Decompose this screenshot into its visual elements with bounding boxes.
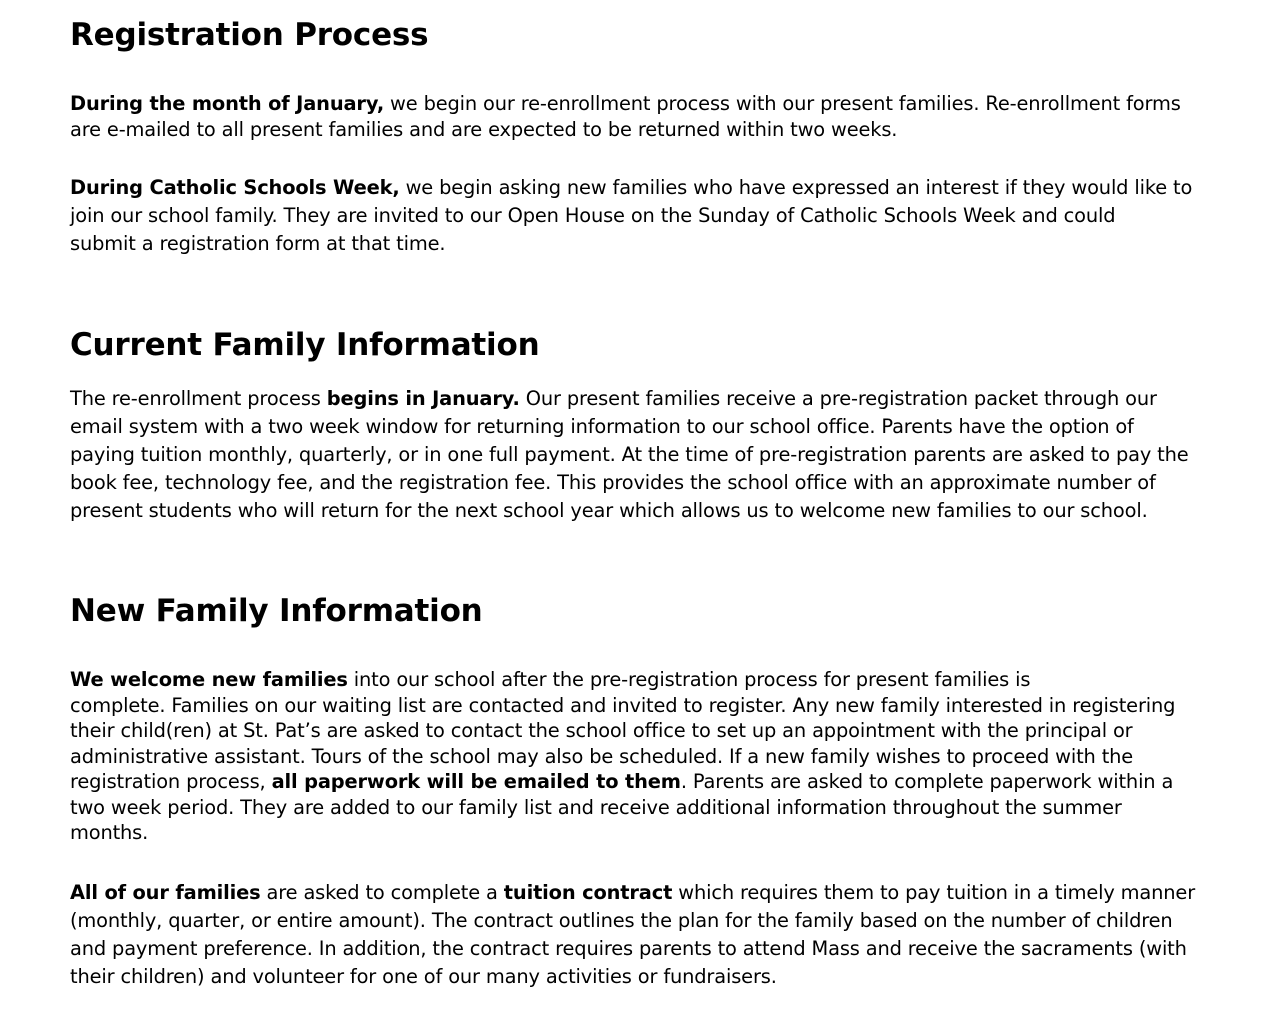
text-run: registration process, [70, 770, 272, 793]
text-line: complete. Families on our waiting list are contacted and invited to register. Any new family interested in registering [70, 693, 1176, 717]
registration-process-heading: Registration Process [70, 17, 429, 53]
text-run: . Parents are asked to complete paperwork within a [680, 770, 1174, 793]
registration-paragraph-january [70, 91, 1190, 143]
text-line: book fee, technology fee, and the registration fee. This provides the school office with an approximate number of [70, 471, 1156, 494]
text-line [70, 667, 1190, 693]
text-line: and payment preference. In addition, the contract requires parents to attend Mass and receive the sacraments (with [70, 937, 1187, 960]
text-line: submit a registration form at that time. [70, 232, 446, 255]
text-line: join our school family. They are invited to our Open House on the Sunday of Catholic Schools Week and could [70, 204, 1116, 227]
text-run: Our present families receive a pre-registration packet through our [519, 387, 1157, 410]
bold-phrase: all paperwork will be emailed to them [271, 770, 681, 793]
registration-paragraph-catholic-schools-week [70, 174, 1193, 258]
text-line: administrative assistant. Tours of the school may also be scheduled. If a new family wishes to proceed with the [70, 744, 1134, 768]
new-family-paragraph-welcome [70, 667, 1190, 846]
bold-phrase: During Catholic Schools Week, [70, 176, 400, 199]
text-run: we begin our re-enrollment process with our present families. Re-enrollment forms [384, 92, 1181, 115]
bold-phrase: All of our families [70, 881, 261, 904]
bold-phrase: During the month of January, [70, 92, 385, 115]
text-line: months. [70, 821, 149, 844]
text-run: The re-enrollment process [70, 387, 327, 410]
text-line: their children) and volunteer for one of our many activities or fundraisers. [70, 965, 777, 988]
bold-phrase: begins in January. [326, 387, 520, 410]
text-run: into our school after the pre-registration process for present families is [347, 668, 1031, 691]
text-run: we begin asking new families who have expressed an interest if they would like to [399, 176, 1193, 199]
text-line: present students who will return for the next school year which allows us to welcome new families to our school. [70, 499, 1148, 522]
text-line [70, 879, 1196, 907]
text-line: two week period. They are added to our family list and receive additional information throughout the summer [70, 795, 1122, 819]
bold-phrase: tuition contract [503, 881, 673, 904]
text-run: are asked to complete a [260, 881, 504, 904]
text-line [70, 385, 1190, 413]
bold-phrase: We welcome new families [70, 668, 348, 691]
text-run: which requires them to pay tuition in a timely manner [672, 881, 1196, 904]
current-family-heading: Current Family Information [70, 327, 540, 363]
text-line: paying tuition monthly, quarterly, or in one full payment. At the time of pre-registration parents are asked to pay the [70, 443, 1189, 466]
text-line: their child(ren) at St. Pat’s are asked to contact the school office to set up an appointment with the principal or [70, 719, 1133, 742]
text-line [70, 769, 1190, 795]
current-family-paragraph [70, 385, 1190, 525]
text-line [70, 91, 1190, 117]
text-line: (monthly, quarter, or entire amount). The contract outlines the plan for the family based on the number of children [70, 909, 1173, 932]
new-family-paragraph-tuition [70, 879, 1196, 991]
text-line: are e-mailed to all present families and are expected to be returned within two weeks. [70, 118, 898, 141]
text-line: email system with a two week window for returning information to our school office. Parents have the option of [70, 415, 1134, 438]
text-line [70, 174, 1193, 202]
new-family-heading: New Family Information [70, 593, 483, 629]
